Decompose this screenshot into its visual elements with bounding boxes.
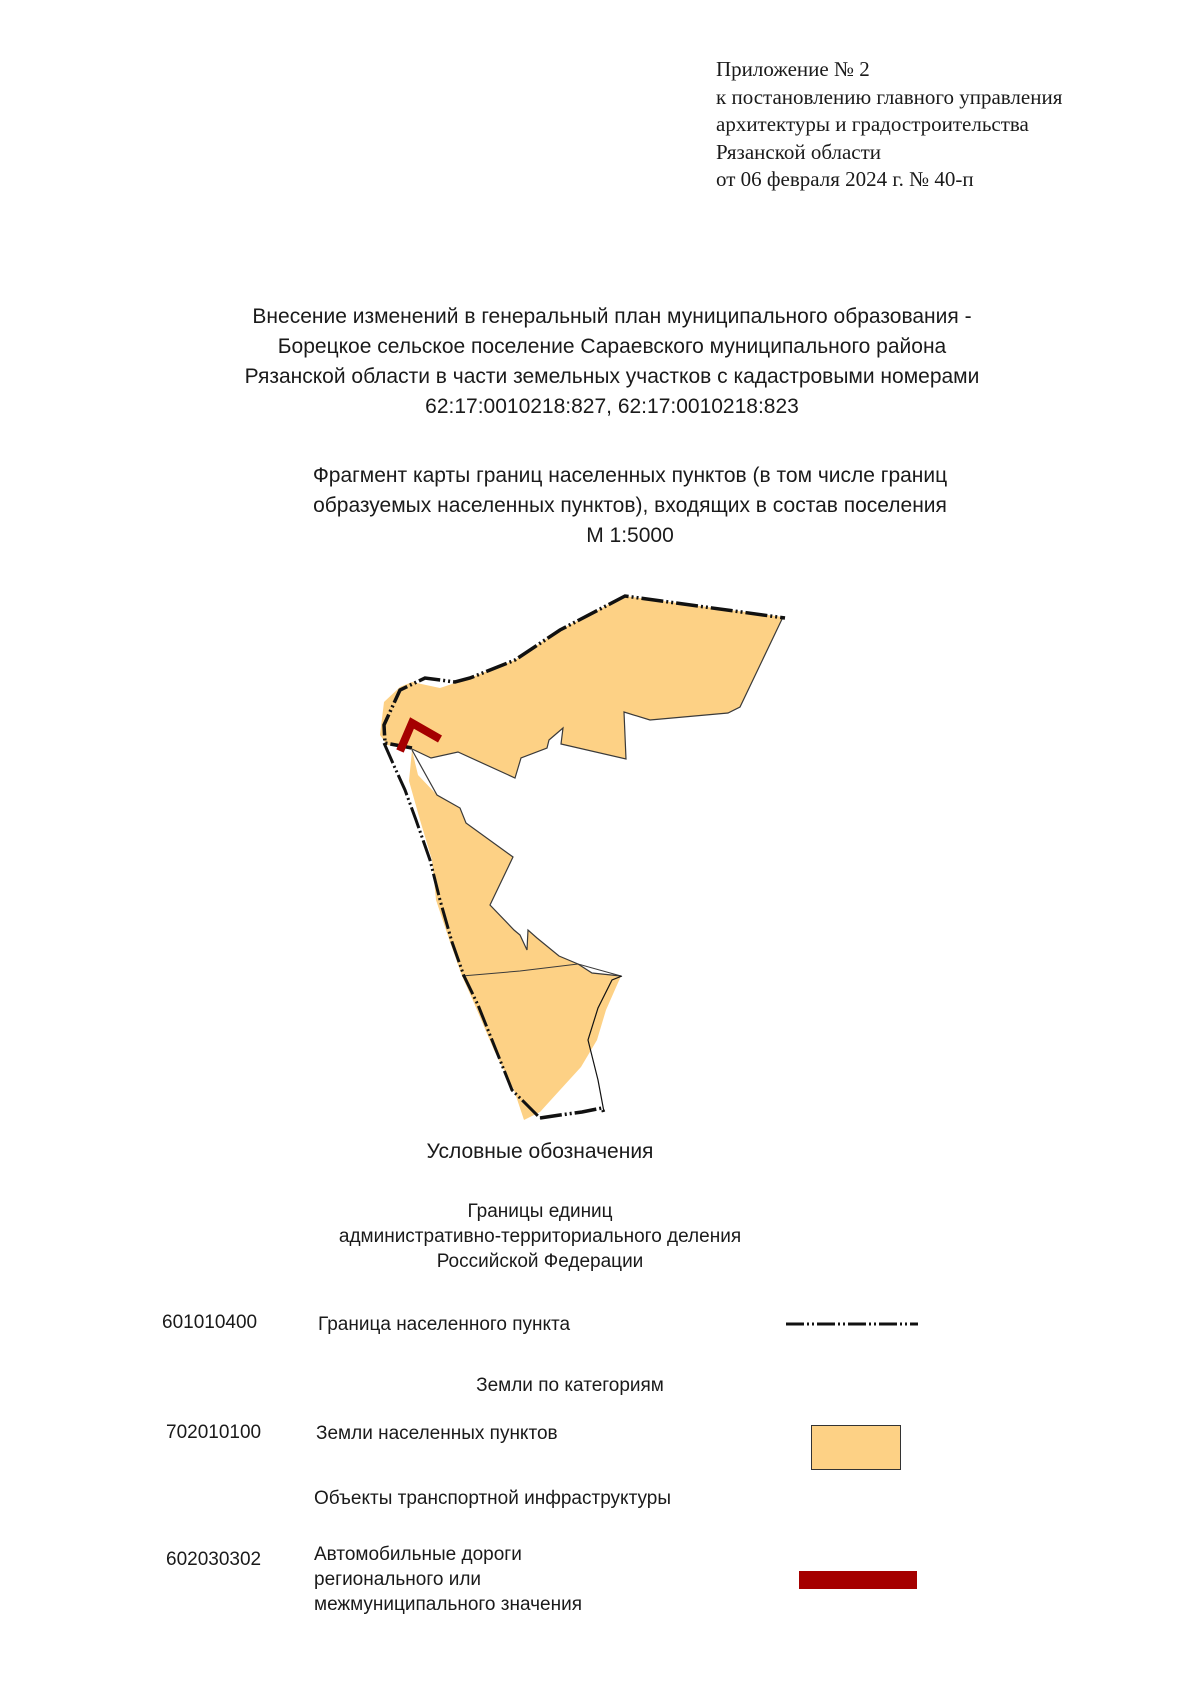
map-scale: М 1:5000 (586, 524, 674, 547)
legend-road-label-line: регионального или (314, 1569, 482, 1590)
legend-title: Условные обозначения (426, 1140, 654, 1163)
legend-boundary-code: 601010400 (162, 1312, 258, 1333)
annex-line: к постановлению главного управления (716, 84, 1063, 109)
legend-boundary-label: Граница населенного пункта (318, 1314, 571, 1335)
legend-settlement-swatch (811, 1425, 901, 1470)
annex-line: Рязанской области (716, 139, 882, 164)
legend-road-label (314, 1542, 582, 1617)
legend-settlement-code: 702010100 (166, 1422, 262, 1443)
legend-road-label-line: Автомобильные дороги (314, 1544, 522, 1565)
legend-boundary-symbol (786, 1319, 918, 1329)
annex-line: Приложение № 2 (716, 57, 870, 81)
subtitle-line: образуемых населенных пунктов), входящих в состав поселения (313, 494, 947, 517)
legend-admin-line: Российской Федерации (436, 1251, 644, 1272)
legend-transport-group: Объекты транспортной инфраструктуры (314, 1488, 672, 1509)
legend-road-swatch (799, 1571, 917, 1589)
legend-admin-line: Границы единиц (467, 1201, 613, 1222)
subtitle-line: Фрагмент карты границ населенных пунктов (в том числе границ (312, 464, 948, 487)
annex-line: от 06 февраля 2024 г. № 40-п (716, 167, 974, 191)
legend-land-group: Земли по категориям (476, 1375, 664, 1396)
legend-admin-group (300, 1199, 780, 1274)
legend-road-label-line: межмуниципального значения (314, 1594, 582, 1615)
annex-line: архитектуры и градостроительства (716, 112, 1029, 136)
legend-road-code: 602030302 (166, 1549, 262, 1570)
title-line: Внесение изменений в генеральный план муниципального образования - (252, 305, 972, 328)
legend-settlement-label: Земли населенных пунктов (316, 1423, 558, 1444)
settlement-boundary-south (540, 1108, 604, 1118)
title-line: Рязанской области в части земельных участков с кадастровыми номерами (244, 365, 980, 388)
title-line: Борецкое сельское поселение Сараевского муниципального района (277, 335, 947, 358)
settlement-area-north (380, 596, 783, 778)
title-line: 62:17:0010218:827, 62:17:0010218:823 (425, 395, 799, 418)
legend-admin-line: административно-территориального деления (338, 1226, 742, 1247)
settlement-area-south (409, 750, 621, 1120)
